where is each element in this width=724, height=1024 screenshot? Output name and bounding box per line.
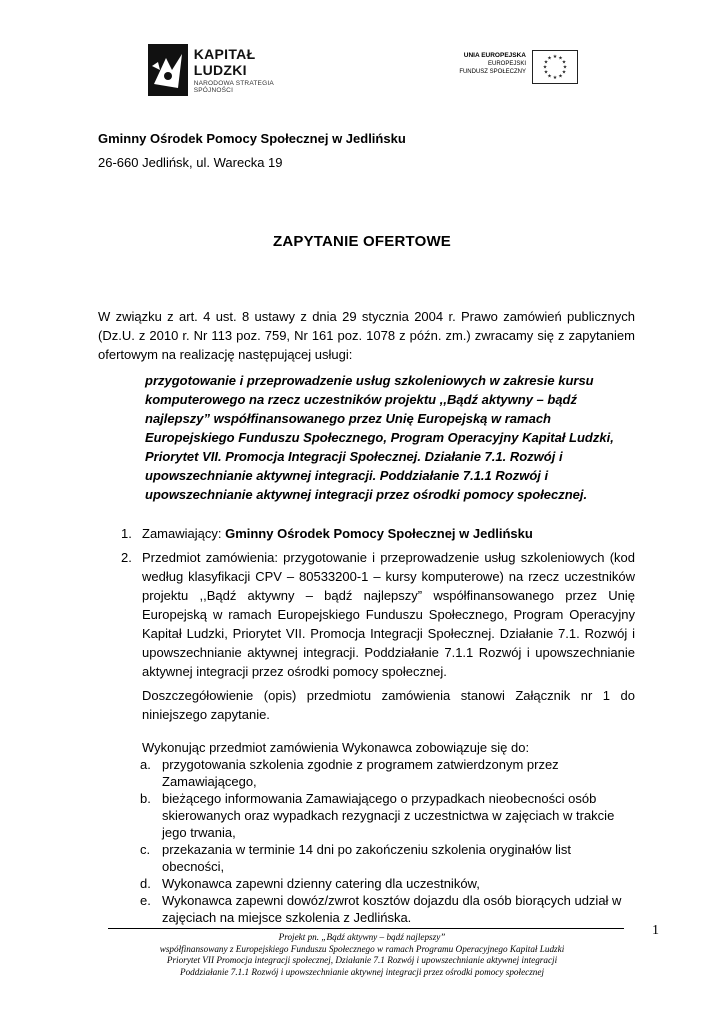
list-item: [142, 841, 635, 875]
eu-flag-icon: [532, 50, 578, 84]
kapital-ludzki-subtitle: NARODOWA STRATEGIA SPÓJNOŚCI: [193, 80, 274, 94]
svg-text:★: ★: [542, 64, 548, 71]
obligation-text: Wykonawca zapewni dzienny catering dla uczestników,: [162, 876, 480, 891]
eu-line-2: EUROPEJSKI: [487, 61, 526, 67]
eu-title: UNIA EUROPEJSKA: [463, 52, 526, 59]
obligation-text: bieżącego informowania Zamawiającego o przypadkach nieobecności osób skierowanych oraz wypadkach rezygnacji z uczestnictwa w zajęciach w trakcie jego trwania,: [162, 791, 615, 840]
list-item: [142, 756, 635, 790]
contractor-obligations: [142, 739, 635, 926]
svg-text:★: ★: [543, 59, 549, 66]
svg-text:★: ★: [561, 59, 567, 66]
page-footer: [0, 932, 724, 978]
svg-text:★: ★: [552, 54, 558, 60]
intro-paragraph: W związku z art. 4 ust. 8 ustawy z dnia 29 stycznia 2004 r. Prawo zamówień publicznych (Dz.U. z 2010 r. Nr 113 poz. 759, Nr 161 poz. 1078 z późn. zm.) zwracamy się z zapytaniem ofertowym na realizację następującej usługi:: [98, 309, 635, 362]
numbered-list: [98, 524, 635, 724]
eu-logo: [454, 46, 578, 94]
service-scope: przygotowanie i przeprowadzenie usług szkoleniowych w zakresie kursu komputerowego na rzecz uczestników projektu ,,Bądź aktywny – bądź najlepszy” współfinansowanego przez Unię Europejską w ramach Europejskiego Funduszu Społecznego, Program Operacyjny Kapitał Ludzki, Priorytet VII. Promocja Integracji Społecznej. Działanie 7.1. Rozwój i upowszechnianie aktywnej integracji. Poddziałanie 7.1.1 Rozwój i upowszechnianie aktywnej integracji przez ośrodki pomocy społecznej.: [145, 373, 614, 502]
institution-address: 26-660 Jedlińsk, ul. Warecka 19: [98, 155, 283, 170]
list-item: [98, 548, 635, 681]
obligation-text: przygotowania szkolenia zgodnie z programem zatwierdzonym przez Zamawiającego,: [162, 757, 559, 789]
list-marker: b.: [140, 791, 151, 806]
footer-line-1: Projekt pn. „Bądź aktywny – bądź najlepszy”: [278, 932, 446, 942]
list-item: [142, 875, 635, 892]
list-marker: e.: [140, 893, 151, 908]
svg-text:★: ★: [547, 73, 552, 80]
footer-line-3: Priorytet VII Promocja integracji społecznej, Działanie 7.1 Rozwój i upowszechnianie aktywnej integracji: [166, 955, 558, 965]
kapital-ludzki-name: KAPITAŁ LUDZKI: [193, 46, 256, 78]
subject-detail-paragraph: Doszczegółowienie (opis) przedmiotu zamówienia stanowi Załącznik nr 1 do niniejszego zapytanie.: [142, 688, 635, 722]
list-marker: 2.: [121, 550, 132, 565]
svg-text:★: ★: [552, 75, 558, 81]
svg-text:★: ★: [558, 55, 563, 62]
list-marker: a.: [140, 757, 151, 772]
page-header: [0, 0, 724, 110]
eu-line-3: FUNDUSZ SPOŁECZNY: [459, 69, 526, 75]
svg-text:★: ★: [547, 55, 552, 62]
svg-text:★: ★: [543, 69, 549, 76]
list-marker: c.: [140, 842, 151, 857]
page-number: 1: [652, 923, 659, 938]
svg-text:★: ★: [561, 69, 567, 76]
obligation-text: Wykonawca zapewni dowóz/zwrot kosztów dojazdu dla osób biorących udział w zajęciach na miejsce szkolenia z Jedlińska.: [162, 893, 622, 925]
list-item: [142, 790, 635, 841]
list-item: [142, 892, 635, 926]
obligations-lead: Wykonując przedmiot zamówienia Wykonawca zobowiązuje się do:: [142, 740, 530, 755]
svg-text:★: ★: [562, 64, 568, 71]
subject-of-order: Przedmiot zamówienia: przygotowanie i przeprowadzenie usług szkoleniowych (kod według klasyfikacji CPV – 80533200-1 – kursy komputerowe) na rzecz uczestników projektu ,,Bądź aktywny – bądź najlepszy” współfinansowanego przez Unię Europejską w ramach Europejskiego Funduszu Społecznego, Program Operacyjny Kapitał Ludzki, Priorytet VII. Promocja Integracji Społecznej. Działanie 7.1. Rozwój i upowszechnianie aktywnej integracji. Poddziałanie 7.1.1 Rozwój i upowszechnianie aktywnej integracji przez ośrodki pomocy społecznej.: [142, 550, 635, 679]
institution-name: Gminny Ośrodek Pomocy Społecznej w Jedlińsku: [98, 131, 406, 146]
document-title: ZAPYTANIE OFERTOWE: [272, 233, 452, 250]
footer-line-4: Poddziałanie 7.1.1 Rozwój i upowszechnianie aktywnej integracji przez ośrodki pomocy społecznej: [179, 966, 545, 977]
obligation-text: przekazania w terminie 14 dni po zakończeniu szkolenia oryginałów list obecności,: [162, 842, 571, 874]
kapital-ludzki-emblem-icon: [148, 44, 186, 96]
list-marker: d.: [140, 876, 151, 891]
footer-line-2: współfinansowany z Europejskiego Funduszu Społecznego w ramach Programu Operacyjnego Kapitał Ludzki: [159, 943, 565, 954]
kapital-ludzki-logo: [148, 42, 308, 98]
footer-divider: [108, 928, 624, 929]
item-label: Zamawiający:: [142, 526, 226, 541]
list-marker: 1.: [121, 526, 132, 541]
contracting-authority: Gminny Ośrodek Pomocy Społecznej w Jedlińsku: [225, 526, 533, 541]
list-item: [98, 524, 635, 543]
svg-text:★: ★: [558, 73, 563, 80]
